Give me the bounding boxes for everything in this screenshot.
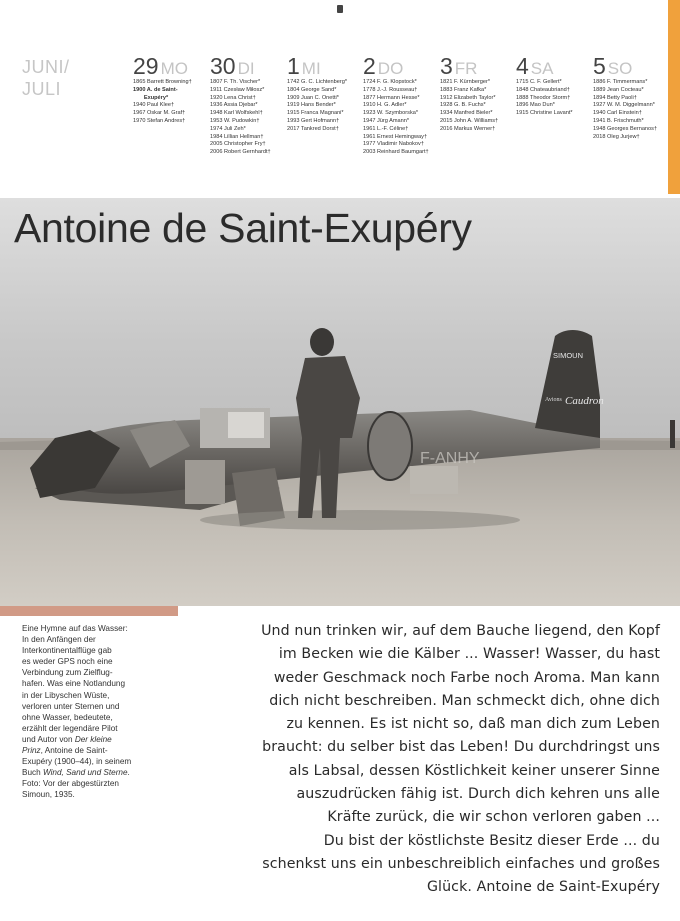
day-header [363, 53, 443, 79]
quote-line: dich nicht beschreiben. Man schmeckt dich, ohne dich [269, 692, 660, 709]
weekday-abbr: MI [301, 59, 321, 78]
day-header [593, 53, 673, 79]
day-header [287, 53, 367, 79]
anniversary-list [363, 79, 443, 157]
day-number: 1 [287, 53, 300, 79]
anniversary-entry: 1919 Hans Bender* [287, 102, 336, 109]
quote-line: braucht: du selber bist das Leben! Du durchdringst uns [262, 739, 660, 756]
day-column [363, 53, 443, 157]
anniversary-entry: 1940 Carl Einstein† [593, 110, 642, 117]
day-column [210, 53, 290, 157]
anniversary-entry: 1804 George Sand* [287, 86, 337, 93]
quote-line: im Becken wie die Kälber ... Wasser! Wasser, du hast [278, 646, 660, 663]
headline: Antoine de Saint-Exupéry [14, 205, 472, 251]
anniversary-entry: 1900 A. de Saint- [133, 86, 178, 93]
quote-block [182, 620, 660, 900]
day-number: 4 [516, 53, 529, 79]
quote-line: zu kennen. Es ist nicht so, daß man dich zum Leben [286, 716, 660, 733]
quote-line: als Labsal, dessen Köstlichkeit keiner unserer Sinne [288, 762, 660, 779]
day-number: 5 [593, 53, 606, 79]
anniversary-entry: 1923 W. Szymborska* [363, 110, 419, 117]
anniversary-entry: 1911 Czesław Miłosz* [210, 86, 265, 93]
anniversary-entry: 1953 W. Pudowkin† [210, 117, 260, 124]
anniversary-entry: 1928 G. B. Fuchs* [440, 102, 486, 109]
anniversary-list [516, 79, 596, 118]
anniversary-list [287, 79, 367, 134]
day-column [516, 53, 596, 118]
weekday-abbr: DO [377, 59, 404, 78]
tail-small: Avions [545, 397, 562, 403]
anniversary-entry: 1915 Franca Magnani* [287, 110, 344, 117]
anniversary-entry: 1984 Lillian Hellman† [210, 133, 264, 140]
anniversary-entry: 1886 F. Timmermans* [593, 79, 648, 85]
weekday-abbr: FR [454, 59, 478, 78]
anniversary-entry: 1936 Assia Djebar* [210, 102, 258, 109]
binding-hole [337, 5, 343, 13]
photo-caption: Eine Hymne auf das Wasser: In den Anfängen der Interkontinentalflüge gab es weder GPS noch eine Verbindung zum Zielflug- hafen. Was eine Notlandung in der Libyschen Wüste, verloren unter Sternen und ohne Wasser, bedeutete, erzählt der legendäre Pilot und Autor von Der kleine Prinz, Antoine de Saint- Exupéry (1900–44), in seinem Buch Wind, Sand und Sterne. Foto: Vor der abgestürzten Simoun, 1935. [22, 624, 132, 800]
anniversary-entry: 2006 Robert Gernhardt† [210, 149, 271, 156]
anniversary-entry: 2016 Markus Werner† [440, 125, 496, 132]
quote-line: Du bist der köstlichste Besitz dieser Erde ... du [323, 832, 660, 849]
quote-line: Und nun trinken wir, auf dem Bauche liegend, den Kopf [261, 623, 660, 639]
day-number: 30 [210, 53, 236, 79]
anniversary-entry: 1848 Chateaubriand† [516, 86, 570, 93]
anniversary-list [133, 79, 213, 126]
anniversary-entry: 1934 Manfred Bieler* [440, 110, 493, 117]
photo-crashed-plane [0, 198, 680, 606]
anniversary-entry: 1915 Christine Lavant* [516, 110, 573, 117]
anniversary-entry: 2005 Christopher Fry† [210, 141, 266, 148]
anniversary-list [440, 79, 520, 134]
quote-line: Kräfte zurück, die wir schon verloren gaben ... [327, 809, 660, 826]
day-header [210, 53, 290, 79]
caption-accent-bar [0, 606, 178, 616]
day-number: 3 [440, 53, 453, 79]
anniversary-entry: 1947 Jürg Amann* [363, 117, 410, 124]
quote-line: Glück. Antoine de Saint-Exupéry [426, 879, 660, 896]
anniversary-entry: 1961 Ernest Hemingway† [363, 133, 428, 140]
anniversary-entry: 1948 Georges Bernanos† [593, 125, 658, 132]
anniversary-entry: 2015 John A. Williams† [440, 117, 499, 124]
quote-line: weder Geschmack noch Farbe noch Aroma. Man kann [273, 669, 660, 686]
month-label: JUNI/ JULI [22, 57, 70, 99]
anniversary-entry: 1974 Juli Zeh* [210, 125, 246, 132]
anniversary-entry: 1993 Gert Hofmann† [287, 117, 340, 124]
day-column [593, 53, 673, 141]
anniversary-entry: 2018 Oleg Jurjew† [593, 133, 640, 140]
anniversary-entry: 1941 B. Frischmuth* [593, 117, 644, 124]
quote-line: schenkst uns ein unbeschreiblich einfaches und großes [262, 855, 660, 872]
anniversary-entry: 1940 Paul Klee† [133, 102, 175, 109]
weekday-abbr: SA [530, 59, 554, 78]
anniversary-entry: 1896 Mao Dun* [516, 102, 555, 109]
anniversary-list [210, 79, 290, 157]
anniversary-entry: 1910 H. G. Adler* [363, 102, 407, 109]
anniversary-entry: 1807 F. Th. Vischer* [210, 79, 261, 85]
anniversary-entry: 1912 Elizabeth Taylor* [440, 94, 496, 101]
weekday-abbr: MO [160, 59, 188, 78]
anniversary-entry: 1889 Jean Cocteau* [593, 86, 644, 93]
day-number: 29 [133, 53, 159, 79]
day-header [516, 53, 596, 79]
anniversary-entry: 1778 J.-J. Rousseau† [363, 86, 418, 93]
day-header [133, 53, 213, 79]
tail-script: Caudron [565, 395, 604, 407]
anniversary-entry: 1948 Karl Wolfskehl† [210, 110, 263, 117]
anniversary-entry: 2017 Tankred Dorst† [287, 125, 339, 132]
anniversary-entry: 1883 Franz Kafka* [440, 86, 487, 93]
day-number: 2 [363, 53, 376, 79]
weekday-abbr: SO [607, 59, 633, 78]
anniversary-entry: 1742 G. C. Lichtenberg* [287, 79, 348, 85]
day-column [287, 53, 367, 134]
day-column [133, 53, 213, 126]
anniversary-list [593, 79, 673, 141]
anniversary-entry: 1888 Theodor Storm† [516, 94, 571, 101]
anniversary-entry: 2003 Reinhard Baumgart† [363, 149, 429, 156]
anniversary-entry: 1865 Barrett Browning† [133, 79, 192, 85]
anniversary-entry: 1821 F. Kürnberger* [440, 79, 491, 85]
anniversary-entry: 1894 Betty Paoli† [593, 94, 637, 101]
anniversary-entry: 1977 Vladimir Nabokov† [363, 141, 424, 148]
weekday-abbr: DI [237, 59, 255, 78]
day-column [440, 53, 520, 134]
tail-name: SIMOUN [553, 351, 583, 360]
anniversary-entry: 1927 W. M. Diggelmann* [593, 102, 655, 109]
anniversary-entry: 1909 Juan C. Onetti* [287, 94, 339, 101]
anniversary-entry: 1724 F. G. Klopstock* [363, 79, 417, 85]
fuselage-registration: F-ANHY [420, 450, 480, 467]
anniversary-entry: 1877 Hermann Hesse* [363, 94, 420, 101]
anniversary-entry: 1967 Oskar M. Graf† [133, 110, 186, 117]
day-header [440, 53, 520, 79]
anniversary-entry: 1920 Lena Christ† [210, 94, 256, 101]
anniversary-entry: Exupéry* [133, 94, 169, 101]
anniversary-entry: 1961 L.-F. Céline† [363, 125, 409, 132]
quote-line: auszudrücken fähig ist. Durch dich kehren uns alle [296, 786, 660, 803]
anniversary-entry: 1715 C. F. Gellert* [516, 79, 562, 85]
anniversary-entry: 1970 Stefan Andres† [133, 117, 186, 124]
